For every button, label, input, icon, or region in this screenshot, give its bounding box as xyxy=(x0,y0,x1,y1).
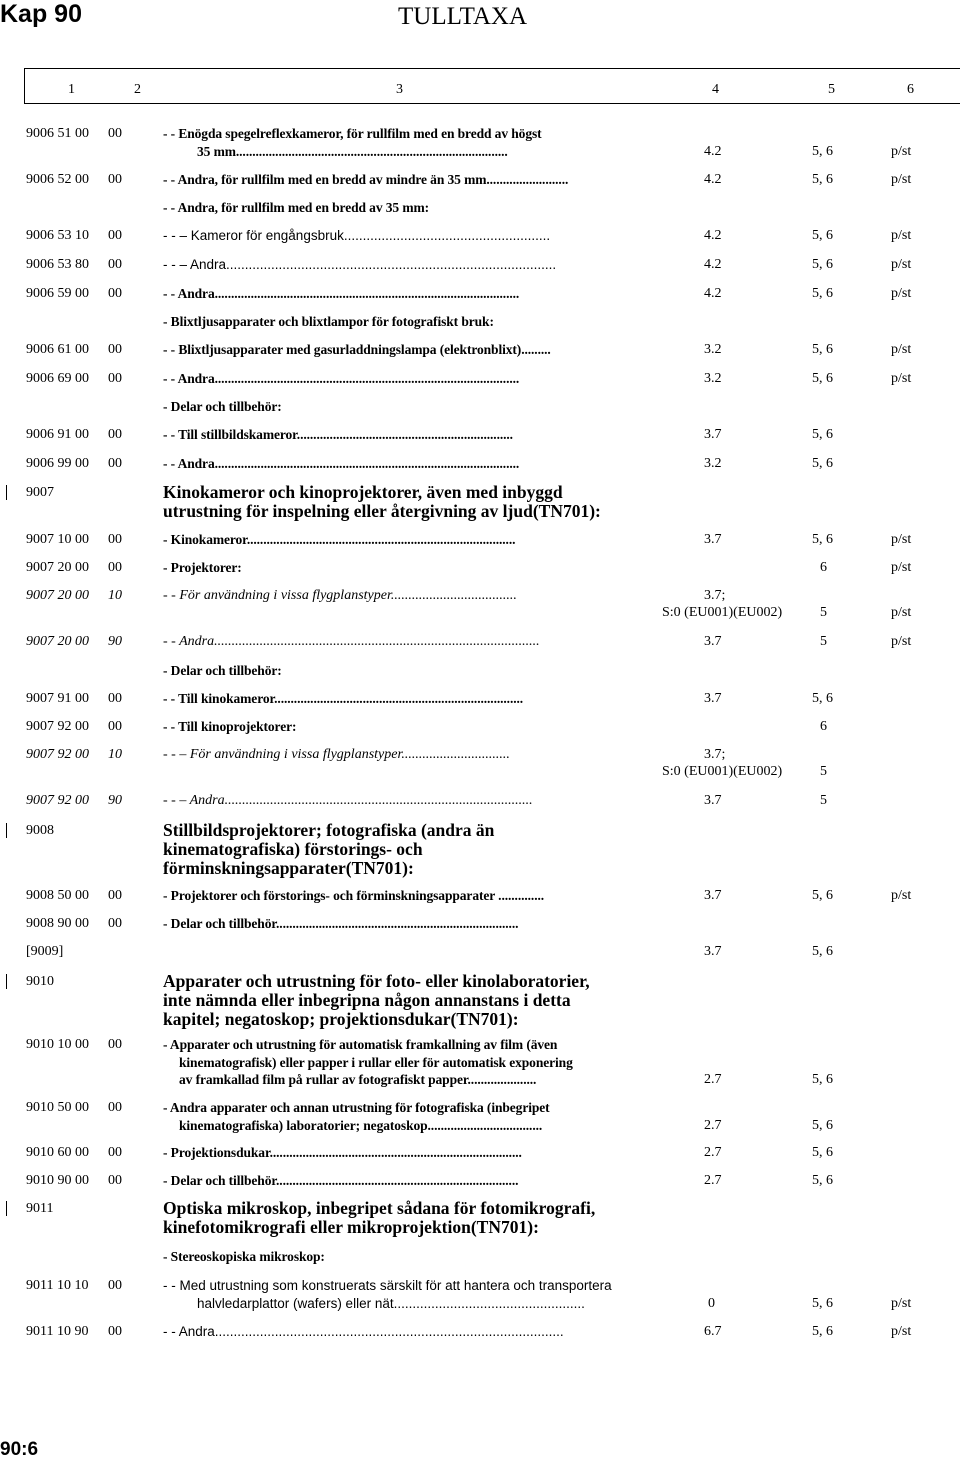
vat-column: 5, 6 xyxy=(812,888,833,903)
cn-code: 9006 69 00 xyxy=(26,371,89,386)
description: - - Andra............................................................................................. xyxy=(163,1324,564,1339)
taric-sub: 00 xyxy=(108,1324,122,1339)
unit: p/st xyxy=(891,172,912,187)
description: - Delar och tillbehör: xyxy=(163,663,282,678)
vat-column: 5, 6 xyxy=(812,228,833,243)
cn-code: 9007 91 00 xyxy=(26,691,89,706)
change-bar xyxy=(6,485,7,500)
duty-rate: 4.2 xyxy=(704,144,722,159)
vat-column: 5, 6 xyxy=(812,1145,833,1160)
description: - - Andra, för rullfilm med en bredd av mindre än 35 mm......................... xyxy=(163,172,569,187)
duty-rate: 2.7 xyxy=(704,1173,722,1188)
unit: p/st xyxy=(891,286,912,301)
taric-sub: 00 xyxy=(108,456,122,471)
cn-code: 9008 90 00 xyxy=(26,916,89,931)
taric-sub: 10 xyxy=(108,588,122,603)
taric-sub: 00 xyxy=(108,286,122,301)
vat-column: 5, 6 xyxy=(812,342,833,357)
taric-sub: 00 xyxy=(108,532,122,547)
heading-text-cont: förminskningsapparater(TN701): xyxy=(163,858,414,878)
cn-code: 9010 60 00 xyxy=(26,1145,89,1160)
page-title: TULLTAXA xyxy=(398,3,528,30)
description: - - För användning i vissa flygplanstyper.................................... xyxy=(163,588,517,603)
description: - - Till stillbildskameror.................................................................. xyxy=(163,427,513,442)
column-header-6: 6 xyxy=(907,82,914,97)
cn-code: 9007 20 00 xyxy=(26,560,89,575)
description: - Andra apparater och annan utrustning för fotografiska (inbegripet xyxy=(163,1100,550,1115)
description: - Projektionsdukar............................................................................. xyxy=(163,1145,522,1160)
taric-sub: 00 xyxy=(108,172,122,187)
vat-column: 5, 6 xyxy=(812,371,833,386)
vat-column: 6 xyxy=(820,560,827,575)
duty-rate: 2.7 xyxy=(704,1145,722,1160)
description: - Projektorer och förstorings- och förminskningsapparater .............. xyxy=(163,888,545,903)
duty-rate: 3.7; xyxy=(704,747,726,762)
description: - - – Kameror för engångsbruk....................................................... xyxy=(163,228,551,243)
change-bar xyxy=(6,974,7,989)
cn-code: 9010 10 00 xyxy=(26,1037,89,1052)
change-bar xyxy=(6,1201,7,1216)
description: - - – För användning i vissa flygplanstyper............................... xyxy=(163,747,510,762)
column-header-3: 3 xyxy=(396,82,403,97)
cn-code: 9006 53 10 xyxy=(26,228,89,243)
description-cont: kinematografisk) eller papper i rullar eller för automatisk exponering xyxy=(179,1055,573,1070)
suspension-note: S:0 (EU001)(EU002) xyxy=(662,605,783,620)
taric-sub: 00 xyxy=(108,228,122,243)
cn-code: 9006 59 00 xyxy=(26,286,89,301)
vat-column: 5, 6 xyxy=(812,691,833,706)
duty-rate: 3.7 xyxy=(704,888,722,903)
vat-column: 5, 6 xyxy=(812,456,833,471)
duty-rate: 2.7 xyxy=(704,1118,722,1133)
vat-column: 5, 6 xyxy=(812,532,833,547)
cn-code: 9010 50 00 xyxy=(26,1100,89,1115)
cn-code: 9007 10 00 xyxy=(26,532,89,547)
description: - - Med utrustning som konstruerats särskilt för att hantera och transportera xyxy=(163,1278,612,1293)
vat-column: 5 xyxy=(820,634,827,649)
cn-code: 9007 92 00 xyxy=(26,747,89,762)
cn-code: 9007 20 00 xyxy=(26,634,89,649)
duty-rate: 3.7 xyxy=(704,427,722,442)
duty-rate: 0 xyxy=(708,1296,715,1311)
duty-rate: 3.7 xyxy=(704,634,722,649)
heading-code: 9010 xyxy=(26,974,54,989)
description: - - Andra............................................................................................. xyxy=(163,371,520,386)
vat-column: 5, 6 xyxy=(812,286,833,301)
cn-code: 9010 90 00 xyxy=(26,1173,89,1188)
taric-sub: 00 xyxy=(108,427,122,442)
column-header-5: 5 xyxy=(828,82,835,97)
duty-rate: 4.2 xyxy=(704,257,722,272)
description-cont: 35 mm................................................................................... xyxy=(197,144,508,159)
cn-code: 9006 53 80 xyxy=(26,257,89,272)
duty-rate: 6.7 xyxy=(704,1324,722,1339)
heading-text: Apparater och utrustning för foto- eller kinolaboratorier, xyxy=(163,971,590,991)
heading-text-cont: kinefotomikrografi eller mikroprojektion(TN701): xyxy=(163,1217,539,1237)
change-bar xyxy=(6,823,7,838)
taric-sub: 00 xyxy=(108,371,122,386)
description: - Delar och tillbehör.......................................................................... xyxy=(163,916,519,931)
heading-text-cont: inte nämnda eller inbegripna någon annanstans i detta xyxy=(163,990,571,1010)
taric-sub: 90 xyxy=(108,634,122,649)
description: - - – Andra........................................................................................ xyxy=(163,793,533,808)
description: - - Andra............................................................................................. xyxy=(163,456,520,471)
vat-column: 5 xyxy=(820,764,827,779)
cn-code: 9006 61 00 xyxy=(26,342,89,357)
description: - - Blixtljusapparater med gasurladdningslampa (elektronblixt)......... xyxy=(163,342,551,357)
description: - Apparater och utrustning för automatisk framkallning av film (även xyxy=(163,1037,558,1052)
unit: p/st xyxy=(891,228,912,243)
vat-column: 5, 6 xyxy=(812,1173,833,1188)
duty-rate: 3.2 xyxy=(704,371,722,386)
heading-code: 9011 xyxy=(26,1201,54,1216)
duty-rate: 3.7 xyxy=(704,691,722,706)
taric-sub: 00 xyxy=(108,1037,122,1052)
cn-code: 9006 99 00 xyxy=(26,456,89,471)
description: - - Andra............................................................................................. xyxy=(163,634,540,649)
unit: p/st xyxy=(891,634,912,649)
taric-sub: 00 xyxy=(108,1145,122,1160)
description: - - Till kinokameror............................................................................ xyxy=(163,691,524,706)
cn-code: [9009] xyxy=(26,944,64,959)
vat-column: 5, 6 xyxy=(812,257,833,272)
heading-text: Stillbildsprojektorer; fotografiska (andra än xyxy=(163,820,495,840)
unit: p/st xyxy=(891,342,912,357)
unit: p/st xyxy=(891,371,912,386)
duty-rate: 2.7 xyxy=(704,1072,722,1087)
description: - - – Andra........................................................................................ xyxy=(163,257,557,272)
column-header-4: 4 xyxy=(712,82,719,97)
description: - - Till kinoprojektorer: xyxy=(163,719,297,734)
unit: p/st xyxy=(891,1324,912,1339)
heading-text: Kinokameror och kinoprojektorer, även med inbyggd xyxy=(163,482,563,502)
duty-rate: 4.2 xyxy=(704,172,722,187)
unit: p/st xyxy=(891,144,912,159)
vat-column: 5, 6 xyxy=(812,1296,833,1311)
taric-sub: 00 xyxy=(108,916,122,931)
taric-sub: 00 xyxy=(108,691,122,706)
heading-text: Optiska mikroskop, inbegripet sådana för fotomikrografi, xyxy=(163,1198,596,1218)
suspension-note: S:0 (EU001)(EU002) xyxy=(662,764,783,779)
cn-code: 9008 50 00 xyxy=(26,888,89,903)
taric-sub: 00 xyxy=(108,560,122,575)
vat-column: 5, 6 xyxy=(812,1118,833,1133)
vat-column: 5 xyxy=(820,605,827,620)
column-header-box xyxy=(24,68,960,104)
duty-rate: 3.7 xyxy=(704,793,722,808)
unit: p/st xyxy=(891,605,912,620)
duty-rate: 3.7; xyxy=(704,588,726,603)
taric-sub: 10 xyxy=(108,747,122,762)
taric-sub: 00 xyxy=(108,1278,122,1293)
taric-sub: 00 xyxy=(108,1100,122,1115)
unit: p/st xyxy=(891,257,912,272)
cn-code: 9007 92 00 xyxy=(26,793,89,808)
column-header-2: 2 xyxy=(134,82,141,97)
duty-rate: 4.2 xyxy=(704,286,722,301)
unit: p/st xyxy=(891,560,912,575)
column-header-1: 1 xyxy=(68,82,75,97)
cn-code: 9006 52 00 xyxy=(26,172,89,187)
unit: p/st xyxy=(891,888,912,903)
heading-text-cont: kinematografiska) förstorings- och xyxy=(163,839,423,859)
description: - Kinokameror.................................................................................. xyxy=(163,532,516,547)
taric-sub: 00 xyxy=(108,342,122,357)
description-cont: av framkallad film på rullar av fotografiskt papper..................... xyxy=(179,1072,537,1087)
chapter-label: Kap 90 xyxy=(0,0,82,28)
taric-sub: 00 xyxy=(108,888,122,903)
vat-column: 5, 6 xyxy=(812,1072,833,1087)
description: - Delar och tillbehör: xyxy=(163,399,282,414)
page-number: 90:6 xyxy=(0,1439,39,1460)
description: - - Andra, för rullfilm med en bredd av 35 mm: xyxy=(163,200,430,215)
unit: p/st xyxy=(891,532,912,547)
description-cont: kinematografiska) laboratorier; negatoskop................................... xyxy=(179,1118,543,1133)
taric-sub: 00 xyxy=(108,257,122,272)
vat-column: 6 xyxy=(820,719,827,734)
heading-text-cont: kapitel; negatoskop; projektionsdukar(TN701): xyxy=(163,1009,519,1029)
description-cont: halvledarplattor (wafers) eller nät................................................... xyxy=(197,1296,585,1311)
vat-column: 5 xyxy=(820,793,827,808)
unit: p/st xyxy=(891,1296,912,1311)
cn-code: 9006 51 00 xyxy=(26,126,89,141)
cn-code: 9007 92 00 xyxy=(26,719,89,734)
description: - Delar och tillbehör.......................................................................... xyxy=(163,1173,519,1188)
vat-column: 5, 6 xyxy=(812,427,833,442)
description: - - Andra............................................................................................. xyxy=(163,286,520,301)
duty-rate: 4.2 xyxy=(704,228,722,243)
duty-rate: 3.2 xyxy=(704,456,722,471)
duty-rate: 3.2 xyxy=(704,342,722,357)
description: - Projektorer: xyxy=(163,560,242,575)
duty-rate: 3.7 xyxy=(704,944,722,959)
heading-text-cont: utrustning för inspelning eller återgivning av ljud(TN701): xyxy=(163,501,601,521)
vat-column: 5, 6 xyxy=(812,944,833,959)
vat-column: 5, 6 xyxy=(812,172,833,187)
heading-code: 9007 xyxy=(26,485,54,500)
description: - Blixtljusapparater och blixtlampor för fotografiskt bruk: xyxy=(163,314,494,329)
description: - - Enögda spegelreflexkameror, för rullfilm med en bredd av högst xyxy=(163,126,542,141)
taric-sub: 00 xyxy=(108,1173,122,1188)
taric-sub: 00 xyxy=(108,719,122,734)
cn-code: 9011 10 10 xyxy=(26,1278,89,1293)
duty-rate: 3.7 xyxy=(704,532,722,547)
cn-code: 9011 10 90 xyxy=(26,1324,89,1339)
description: - Stereoskopiska mikroskop: xyxy=(163,1249,325,1264)
taric-sub: 00 xyxy=(108,126,122,141)
cn-code: 9006 91 00 xyxy=(26,427,89,442)
vat-column: 5, 6 xyxy=(812,144,833,159)
vat-column: 5, 6 xyxy=(812,1324,833,1339)
heading-code: 9008 xyxy=(26,823,54,838)
cn-code: 9007 20 00 xyxy=(26,588,89,603)
taric-sub: 90 xyxy=(108,793,122,808)
